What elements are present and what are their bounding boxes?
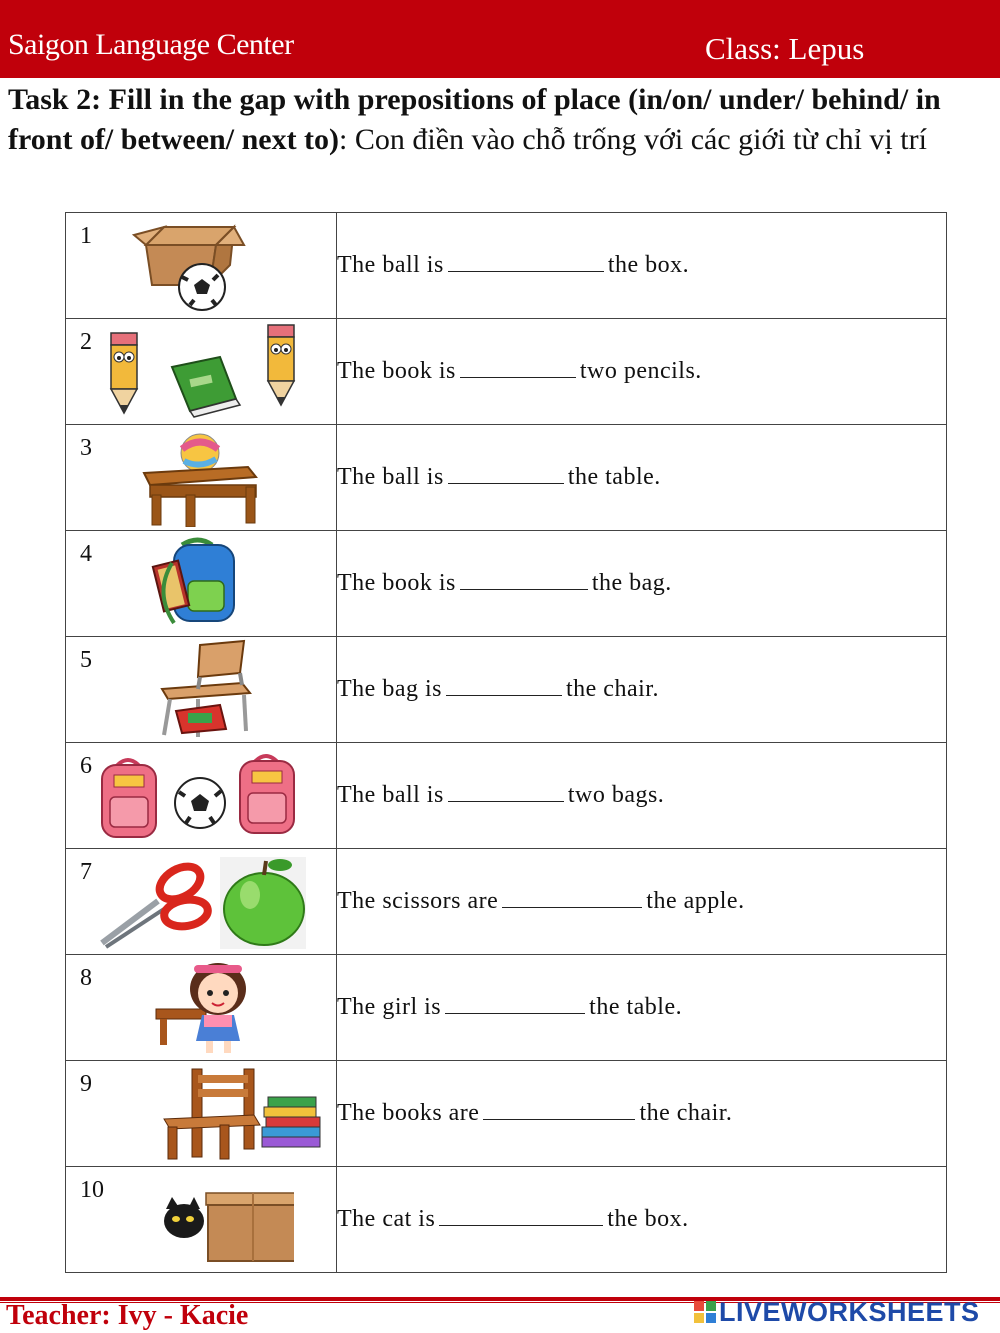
sentence-end: the chair.	[565, 676, 659, 702]
girl-in-front-of-table-icon	[94, 957, 294, 1057]
picture-cell	[66, 425, 337, 531]
sentence-end: two pencils.	[579, 358, 702, 384]
bag-under-chair-icon	[94, 639, 294, 739]
picture-cell	[66, 1061, 337, 1167]
sentence-start: The cat is	[337, 1206, 436, 1232]
sentence-end: the box.	[607, 252, 690, 278]
cat-behind-box-icon	[94, 1169, 294, 1269]
answer-blank[interactable]	[439, 1221, 603, 1226]
answer-blank[interactable]	[460, 585, 588, 590]
brand-watermark	[693, 1297, 980, 1328]
answer-blank[interactable]	[448, 267, 604, 272]
table-row	[66, 425, 947, 531]
answer-blank[interactable]	[448, 797, 564, 802]
picture-cell	[66, 955, 337, 1061]
sentence-start: The books are	[337, 1100, 480, 1126]
book-in-bag-icon	[94, 533, 294, 633]
sentence-cell	[337, 955, 947, 1061]
answer-blank[interactable]	[483, 1115, 635, 1120]
table-row	[66, 1061, 947, 1167]
item-number: 3	[80, 435, 92, 461]
task-translation: : Con điền vào chỗ trống với các giới từ chỉ vị trí	[339, 123, 927, 156]
sentence-cell	[337, 1061, 947, 1167]
sentence-end: the box.	[607, 1206, 689, 1232]
liveworksheets-logo-icon	[693, 1300, 717, 1324]
picture-cell	[66, 213, 337, 319]
sentence-start: The book is	[337, 358, 456, 384]
picture-cell	[66, 531, 337, 637]
sentence-end: the table.	[589, 994, 683, 1020]
class-label: Class: Lepus	[705, 31, 865, 66]
sentence-end: two bags.	[567, 782, 665, 808]
sentence-end: the chair.	[639, 1100, 733, 1126]
sentence-start: The scissors are	[337, 888, 499, 914]
sentence-cell	[337, 743, 947, 849]
sentence-cell	[337, 1167, 947, 1273]
item-number: 5	[80, 647, 92, 673]
ball-under-box-icon	[94, 215, 294, 315]
table-row	[66, 531, 947, 637]
table-row	[66, 1167, 947, 1273]
ball-on-table-icon	[94, 427, 294, 527]
answer-blank[interactable]	[502, 903, 642, 908]
item-number: 7	[80, 859, 92, 885]
sentence-start: The book is	[337, 570, 456, 596]
sentence-end: the apple.	[646, 888, 745, 914]
teacher-credit: Teacher: Ivy - Kacie	[6, 1300, 249, 1331]
item-number: 1	[80, 223, 92, 249]
item-number: 9	[80, 1071, 92, 1097]
task-instructions	[8, 80, 1000, 160]
exercise-table	[65, 212, 947, 1273]
table-row	[66, 849, 947, 955]
picture-cell	[66, 743, 337, 849]
sentence-end: the table.	[567, 464, 661, 490]
item-number: 8	[80, 965, 92, 991]
item-number: 6	[80, 753, 92, 779]
answer-blank[interactable]	[460, 373, 576, 378]
table-row	[66, 955, 947, 1061]
sentence-cell	[337, 637, 947, 743]
sentence-cell	[337, 531, 947, 637]
sentence-cell	[337, 425, 947, 531]
picture-cell	[66, 849, 337, 955]
book-between-pencils-icon	[94, 321, 334, 421]
header-bar	[0, 0, 1000, 78]
picture-cell	[66, 637, 337, 743]
sentence-start: The bag is	[337, 676, 442, 702]
table-row	[66, 213, 947, 319]
sentence-start: The ball is	[337, 464, 444, 490]
answer-blank[interactable]	[446, 691, 562, 696]
sentence-start: The ball is	[337, 782, 444, 808]
answer-blank[interactable]	[445, 1009, 585, 1014]
center-name: Saigon Language Center	[8, 28, 294, 61]
task-title: Task 2: Fill in the gap with prepositions of place (in/on/ under/ behind/ in front of/ between/ next to)	[8, 83, 941, 156]
item-number: 10	[80, 1177, 104, 1203]
ball-between-bags-icon	[94, 745, 334, 845]
scissors-next-to-apple-icon	[94, 851, 334, 951]
sentence-cell	[337, 849, 947, 955]
table-row	[66, 637, 947, 743]
item-number: 4	[80, 541, 92, 567]
answer-blank[interactable]	[448, 479, 564, 484]
sentence-start: The girl is	[337, 994, 442, 1020]
picture-cell	[66, 1167, 337, 1273]
table-row	[66, 319, 947, 425]
sentence-cell	[337, 319, 947, 425]
sentence-cell	[337, 213, 947, 319]
sentence-start: The ball is	[337, 252, 444, 278]
sentence-end: the bag.	[591, 570, 672, 596]
item-number: 2	[80, 329, 92, 355]
brand-name: LIVEWORKSHEETS	[719, 1297, 980, 1327]
table-row	[66, 743, 947, 849]
books-behind-chair-icon	[94, 1063, 334, 1163]
picture-cell	[66, 319, 337, 425]
